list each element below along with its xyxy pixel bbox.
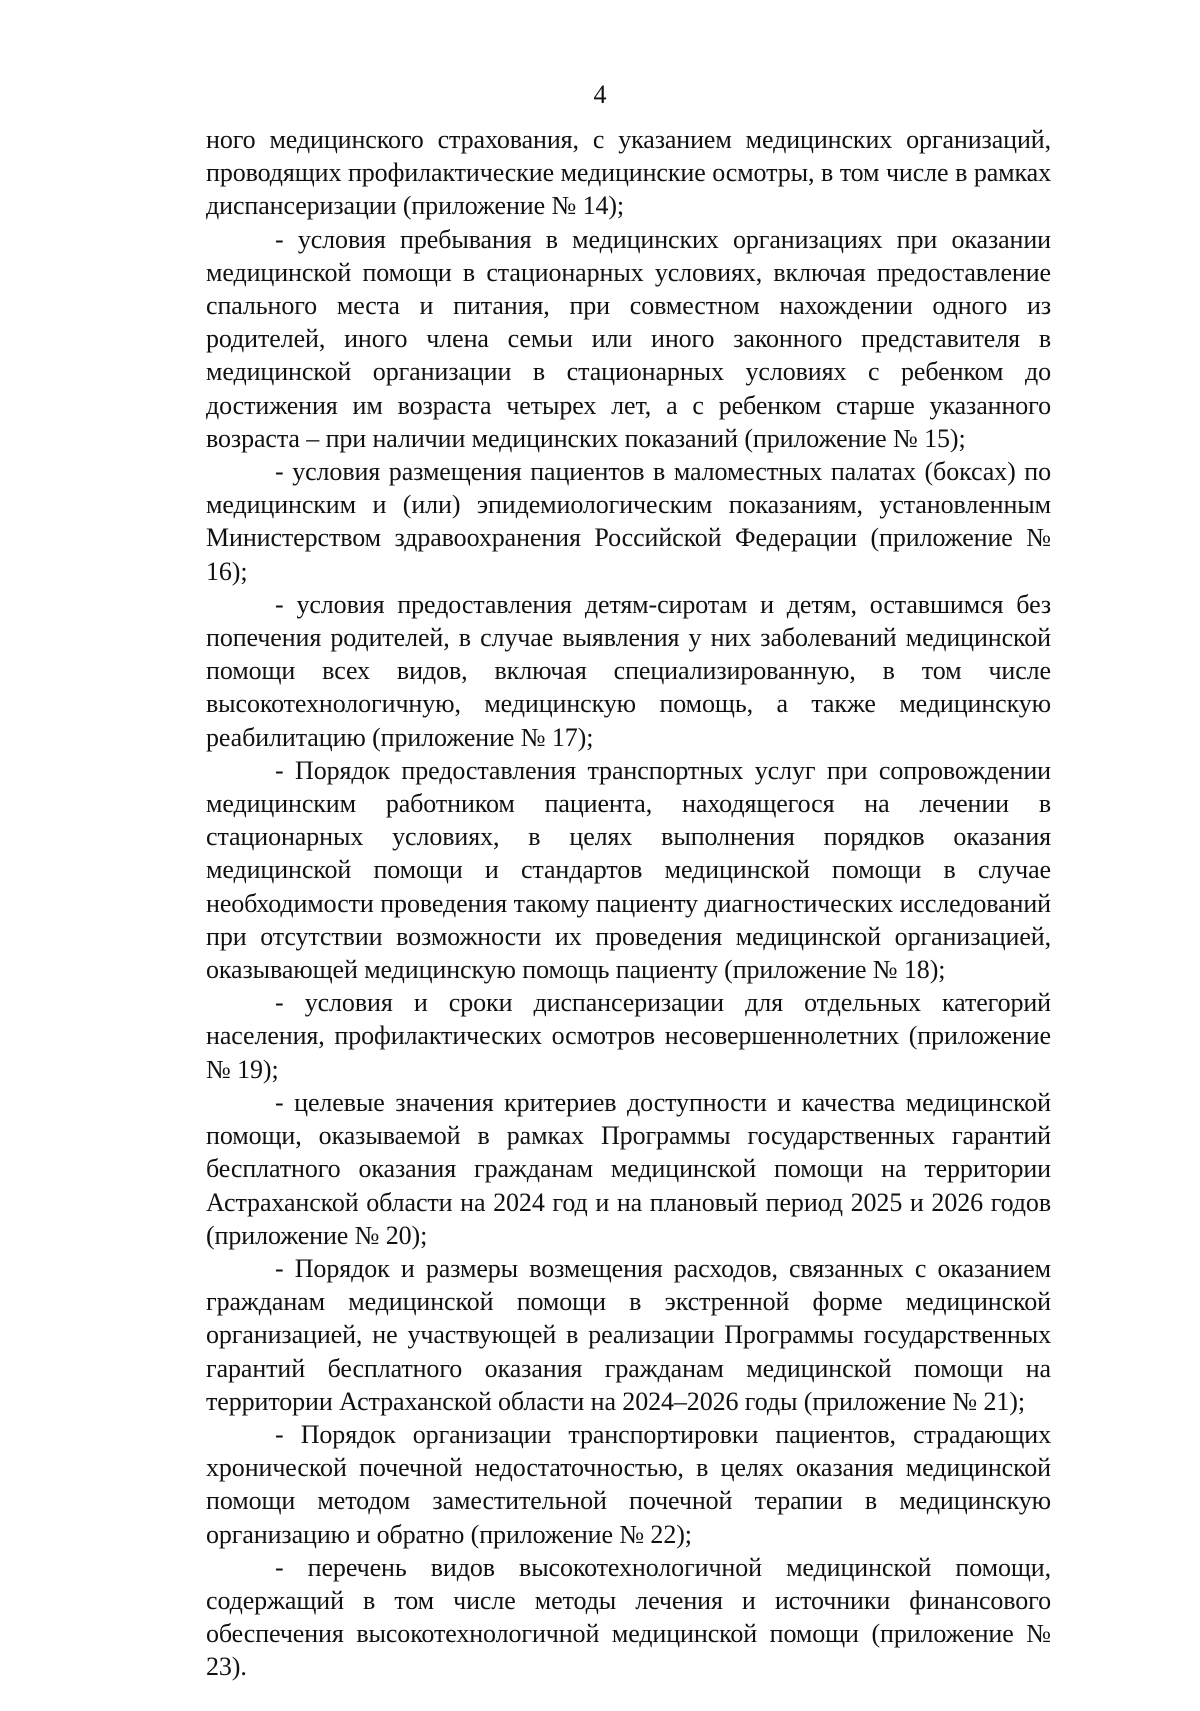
paragraph-appendix-15: - условия пребывания в медицинских организациях при оказании медицинской помощи в стационарных условиях, включая предоставление спального места и питания, при совместном нахождении одного из родителей, иного члена семьи или иного законного представителя в медицинской организации в стационарных условиях с ребенком до достижения им возраста четырех лет, а с ребенком старше указанного возраста – при наличии медицинских показаний (приложение № 15); (206, 224, 1051, 453)
paragraph-appendix-19: - условия и сроки диспансеризации для отдельных категорий населения, профилактических осмотров несовершеннолетних (приложение № 19); (206, 988, 1051, 1084)
paragraph-continuation: ного медицинского страхования, с указанием медицинских организаций, проводящих профилактические медицинские осмотры, в том числе в рамках диспансеризации (приложение № 14); (206, 125, 1051, 221)
paragraph-appendix-21: - Порядок и размеры возмещения расходов, связанных с оказанием гражданам медицинской помощи в экстренной форме медицинской организацией, не участвующей в реализации Программы государственных гарантий бесплатного оказания гражданам медицинской помощи на территории Астраханской области на 2024–2026 годы (приложение № 21); (206, 1253, 1051, 1416)
page-number: 4 (593, 80, 607, 109)
paragraph-appendix-16: - условия размещения пациентов в маломестных палатах (боксах) по медицинским и (или) эпидемиологическим показаниям, установленным Министерством здравоохранения Российской Федерации (приложение № 16); (206, 457, 1051, 586)
paragraph-appendix-20: - целевые значения критериев доступности и качества медицинской помощи, оказываемой в рамках Программы государственных гарантий бесплатного оказания гражданам медицинской помощи на территории Астраханской области на 2024 год и на плановый период 2025 и 2026 годов (приложение № 20); (206, 1087, 1051, 1250)
paragraph-appendix-22: - Порядок организации транспортировки пациентов, страдающих хронической почечной недостаточностью, в целях оказания медицинской помощи методом заместительной почечной терапии в медицинскую организацию и обратно (приложение № 22); (206, 1419, 1051, 1549)
paragraph-appendix-18: - Порядок предоставления транспортных услуг при сопровождении медицинским работником пациента, находящегося на лечении в стационарных условиях, в целях выполнения порядков оказания медицинской помощи и стандартов медицинской помощи в случае необходимости проведения такому пациенту диагностических исследований при отсутствии возможности их проведения медицинской организацией, оказывающей медицинскую помощь пациенту (приложение № 18); (206, 755, 1051, 985)
paragraph-appendix-17: - условия предоставления детям-сиротам и детям, оставшимся без попечения родителей, в случае выявления у них заболеваний медицинской помощи всех видов, включая специализированную, в том числе высокотехнологичную, медицинскую помощь, а также медицинскую реабилитацию (приложение № 17); (206, 589, 1051, 752)
document-body (206, 123, 1051, 1684)
paragraph-appendix-23: - перечень видов высокотехнологичной медицинской помощи, содержащий в том числе методы лечения и источники финансового обеспечения высокотехнологичной медицинской помощи (приложение № 23). (206, 1552, 1051, 1682)
